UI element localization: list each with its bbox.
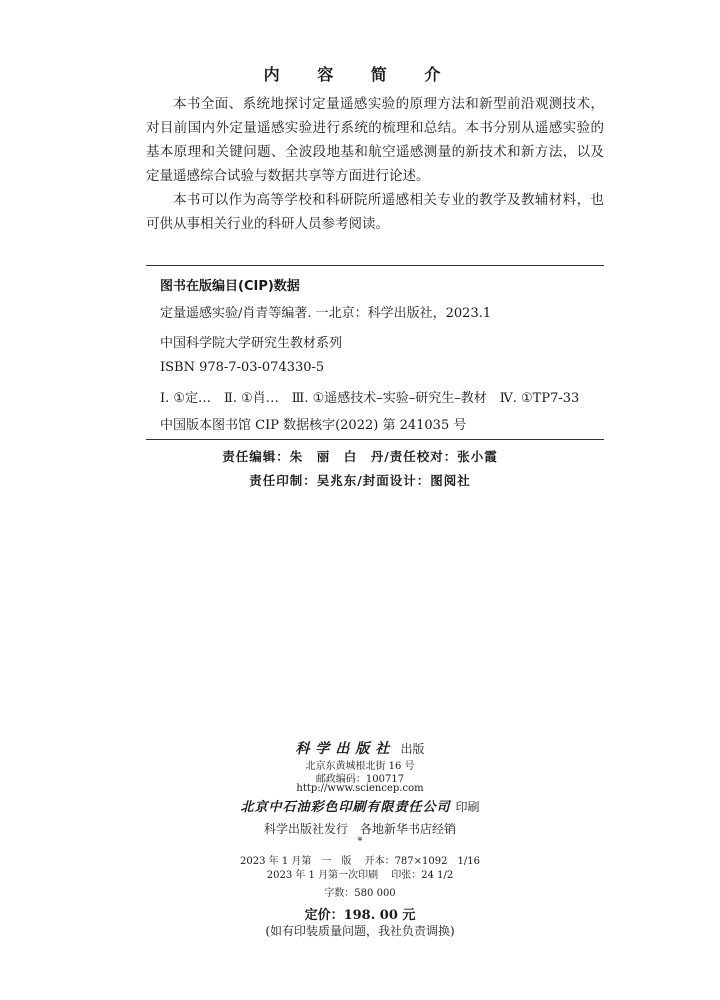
cip-heading: 图书在版编目(CIP)数据 (160, 279, 300, 294)
word-count: 字数：580 000 (324, 888, 396, 899)
printer-suffix: 印刷 (455, 800, 480, 814)
edition-line: 2023 年 1 月第 一 版 开本：787×1092 1/16 (240, 856, 480, 867)
publisher-line (0, 738, 720, 758)
price: 定价：198. 00 元 (304, 908, 416, 923)
publisher-postcode: 邮政编码：100717 (315, 774, 405, 785)
quality-notice: (如有印装质量问题，我社负责调换) (265, 924, 455, 938)
publisher-address: 北京东黄城根北街 16 号 (305, 761, 415, 772)
cip-line-classification: Ⅰ. ①定… Ⅱ. ①肖… Ⅲ. ①遥感技术–实验–研究生–教材 Ⅳ. ①TP7-33 (160, 391, 580, 406)
distribution-line: 科学出版社发行 各地新华书店经销 (263, 822, 456, 836)
cip-line-series: 中国科学院大学研究生教材系列 (160, 336, 343, 351)
editors-line-1: 责任编辑：朱 丽 白 丹/责任校对：张小霞 (222, 449, 498, 464)
editors-line-2: 责任印制：吴兆东/封面设计：图阅社 (249, 473, 471, 488)
summary-paragraph: 本书可以作为高等学校和科研院所遥感相关专业的教学及教辅材料，也可供从事相关行业的科研人员参考阅读。 (146, 192, 604, 232)
publisher-suffix: 出版 (400, 742, 425, 756)
cip-top-rule (146, 265, 604, 266)
page-title: 内 容 简 介 (263, 65, 457, 84)
cip-bottom-rule (146, 439, 604, 440)
summary-paragraph: 本书全面、系统地探讨定量遥感实验的原理方法和新型前沿观测技术，对目前国内外定量遥感实验进行系统的梳理和总结。本书分别从遥感实验的基本原理和关键问题、全波段地基和航空遥感测量的新技术和新方法，以及定量遥感综合试验与数据共享等方面进行论述。 (146, 96, 604, 184)
printer-name: 北京中石油彩色印刷有限责任公司 (240, 800, 451, 815)
publisher-url: http://www.sciencep.com (296, 783, 424, 794)
content-summary (146, 92, 604, 236)
cip-line-isbn: ISBN 978-7-03-074330-5 (160, 360, 325, 375)
printing-line: 2023 年 1 月第一次印刷 印张：24 1/2 (266, 870, 454, 881)
publisher-name: 科学出版社 (295, 741, 396, 757)
printer-line (0, 796, 720, 815)
separator-star: * (357, 836, 363, 847)
cip-line-record-number: 中国版本图书馆 CIP 数据核字(2022) 第 241035 号 (160, 418, 467, 433)
cip-line-title: 定量遥感实验/肖青等编著. 一北京：科学出版社，2023.1 (160, 306, 492, 321)
